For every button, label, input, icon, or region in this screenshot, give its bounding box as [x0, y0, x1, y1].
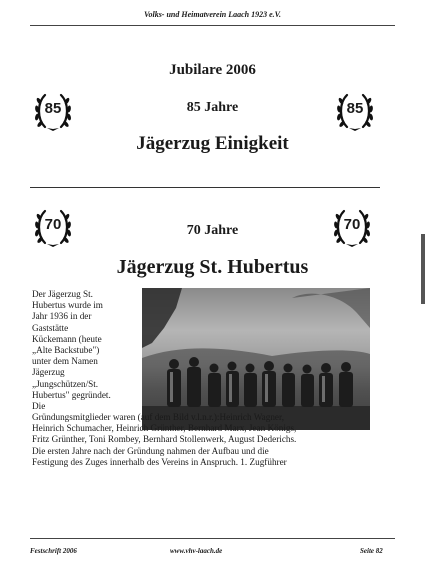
badge-number: 85: [346, 100, 364, 117]
header-organization: Volks- und Heimatverein Laach 1923 e.V.: [144, 10, 281, 19]
footer-publication: Festschrift 2006: [30, 547, 77, 555]
text-line: Die: [32, 401, 46, 412]
text-line: Der Jägerzug St.: [32, 289, 93, 299]
text-line: Hubertus wurde im: [32, 300, 103, 311]
text-line: „Jungschützen/St.: [32, 378, 99, 389]
text-line: Die ersten Jahre nach der Gründung nahmen der Aufbau und die: [32, 445, 269, 456]
section-divider: [30, 187, 380, 188]
body-text-full-width: [32, 412, 392, 468]
footer-website-link[interactable]: www.vhv-laach.de: [170, 547, 223, 555]
footer-rule: [30, 538, 395, 539]
group-photo: [142, 288, 370, 430]
text-line: Jahr 1936 in der: [32, 311, 92, 322]
text-line: Festigung des Zuges innerhalb des Vereins in Anspruch. 1. Zugführer: [32, 456, 287, 467]
jubilee-years-85: 85 Jahre: [186, 100, 239, 115]
club-name-st-hubertus: Jägerzug St. Hubertus: [116, 256, 309, 278]
text-line: Heinrich Schumacher, Heinrich Grünther, Bernhard Marx, Jean Königs,: [32, 423, 297, 434]
body-text-left-column: [32, 289, 134, 412]
scan-edge-mark: [421, 234, 425, 304]
text-line: Hubertus" gegründet.: [32, 389, 111, 400]
text-line: Gaststätte: [32, 322, 69, 333]
jubilee-years-70: 70 Jahre: [186, 223, 239, 238]
badge-number: 70: [343, 216, 361, 233]
text-line: „Alte Backstube"): [32, 345, 100, 356]
photo-figures: [142, 288, 370, 430]
text-line: Jägerzug: [32, 367, 65, 378]
page-title: Jubilare 2006: [169, 62, 256, 78]
header-rule: [30, 25, 395, 26]
text-line: unter dem Namen: [32, 356, 98, 367]
text-line: Fritz Grünther, Toni Rombey, Bernhard Stollenwerk, August Dederichs.: [32, 434, 297, 445]
text-line: Gründungsmitglieder waren (auf dem Bild v.l.n.r.):Heinrich Wagner,: [32, 412, 284, 422]
badge-number: 85: [44, 100, 62, 117]
text-line: Kückemann (heute: [32, 333, 102, 344]
footer-page-number: Seite 82: [360, 547, 383, 555]
club-name-einigkeit: Jägerzug Einigkeit: [136, 133, 289, 154]
badge-number: 70: [44, 216, 62, 233]
